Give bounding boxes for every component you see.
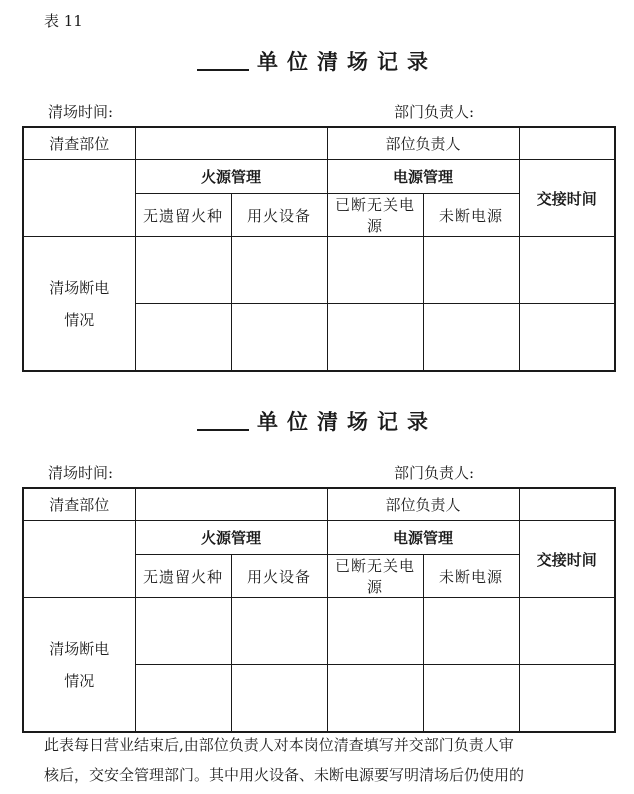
entry-cell[interactable] bbox=[519, 598, 615, 665]
form-title-2: 单位清场记录 bbox=[0, 406, 634, 436]
entry-cell[interactable] bbox=[231, 598, 327, 665]
unit-name-blank[interactable] bbox=[197, 69, 249, 71]
entry-cell[interactable] bbox=[135, 665, 231, 733]
table-number-label: 表 11 bbox=[44, 12, 83, 30]
instruction-note bbox=[44, 730, 619, 790]
clearance-record-table-2 bbox=[22, 487, 616, 733]
clear-time-label: 清场时间: bbox=[48, 464, 114, 482]
entry-cell[interactable] bbox=[327, 304, 423, 372]
entry-cell[interactable] bbox=[423, 304, 519, 372]
entry-cell[interactable] bbox=[423, 665, 519, 733]
dept-head-label: 部门负责人: bbox=[394, 464, 475, 482]
entry-cell[interactable] bbox=[519, 304, 615, 372]
handover-time-header: 交接时间 bbox=[519, 521, 615, 598]
location-head-label: 部位负责人 bbox=[327, 488, 519, 521]
handover-time-header: 交接时间 bbox=[519, 160, 615, 237]
entry-cell[interactable] bbox=[135, 304, 231, 372]
fire-management-header: 火源管理 bbox=[135, 160, 327, 194]
blank-header-cell bbox=[23, 160, 135, 237]
power-management-header: 电源管理 bbox=[327, 521, 519, 555]
no-residual-fire-header: 无遗留火种 bbox=[135, 555, 231, 598]
check-location-field[interactable] bbox=[135, 127, 327, 160]
entry-cell[interactable] bbox=[231, 665, 327, 733]
entry-cell[interactable] bbox=[423, 237, 519, 304]
dept-head-label: 部门负责人: bbox=[394, 103, 475, 121]
cut-power-header: 已断无关电源 bbox=[327, 555, 423, 598]
power-management-header: 电源管理 bbox=[327, 160, 519, 194]
location-head-label: 部位负责人 bbox=[327, 127, 519, 160]
fire-equipment-header: 用火设备 bbox=[231, 555, 327, 598]
uncut-power-header: 未断电源 bbox=[423, 194, 519, 237]
condition-label: 清场断电 情况 bbox=[23, 598, 135, 733]
entry-cell[interactable] bbox=[327, 598, 423, 665]
entry-cell[interactable] bbox=[423, 598, 519, 665]
entry-cell[interactable] bbox=[519, 665, 615, 733]
entry-cell[interactable] bbox=[135, 237, 231, 304]
unit-name-blank[interactable] bbox=[197, 429, 249, 431]
entry-cell[interactable] bbox=[327, 237, 423, 304]
entry-cell[interactable] bbox=[231, 304, 327, 372]
check-location-label: 清查部位 bbox=[23, 127, 135, 160]
condition-label: 清场断电 情况 bbox=[23, 237, 135, 372]
uncut-power-header: 未断电源 bbox=[423, 555, 519, 598]
entry-cell[interactable] bbox=[135, 598, 231, 665]
fire-equipment-header: 用火设备 bbox=[231, 194, 327, 237]
note-line-1: 此表每日营业结束后,由部位负责人对本岗位清查填写并交部门负责人审 bbox=[44, 736, 514, 754]
entry-cell[interactable] bbox=[231, 237, 327, 304]
clearance-record-table-1 bbox=[22, 126, 616, 372]
check-location-field[interactable] bbox=[135, 488, 327, 521]
note-line-2: 核后，交安全管理部门。其中用火设备、未断电源要写明清场后仍使用的 bbox=[44, 766, 525, 784]
blank-header-cell bbox=[23, 521, 135, 598]
fire-management-header: 火源管理 bbox=[135, 521, 327, 555]
location-head-field[interactable] bbox=[519, 127, 615, 160]
check-location-label: 清查部位 bbox=[23, 488, 135, 521]
entry-cell[interactable] bbox=[327, 665, 423, 733]
entry-cell[interactable] bbox=[519, 237, 615, 304]
location-head-field[interactable] bbox=[519, 488, 615, 521]
cut-power-header: 已断无关电源 bbox=[327, 194, 423, 237]
clear-time-label: 清场时间: bbox=[48, 103, 114, 121]
form-title-1: 单位清场记录 bbox=[0, 46, 634, 76]
no-residual-fire-header: 无遗留火种 bbox=[135, 194, 231, 237]
